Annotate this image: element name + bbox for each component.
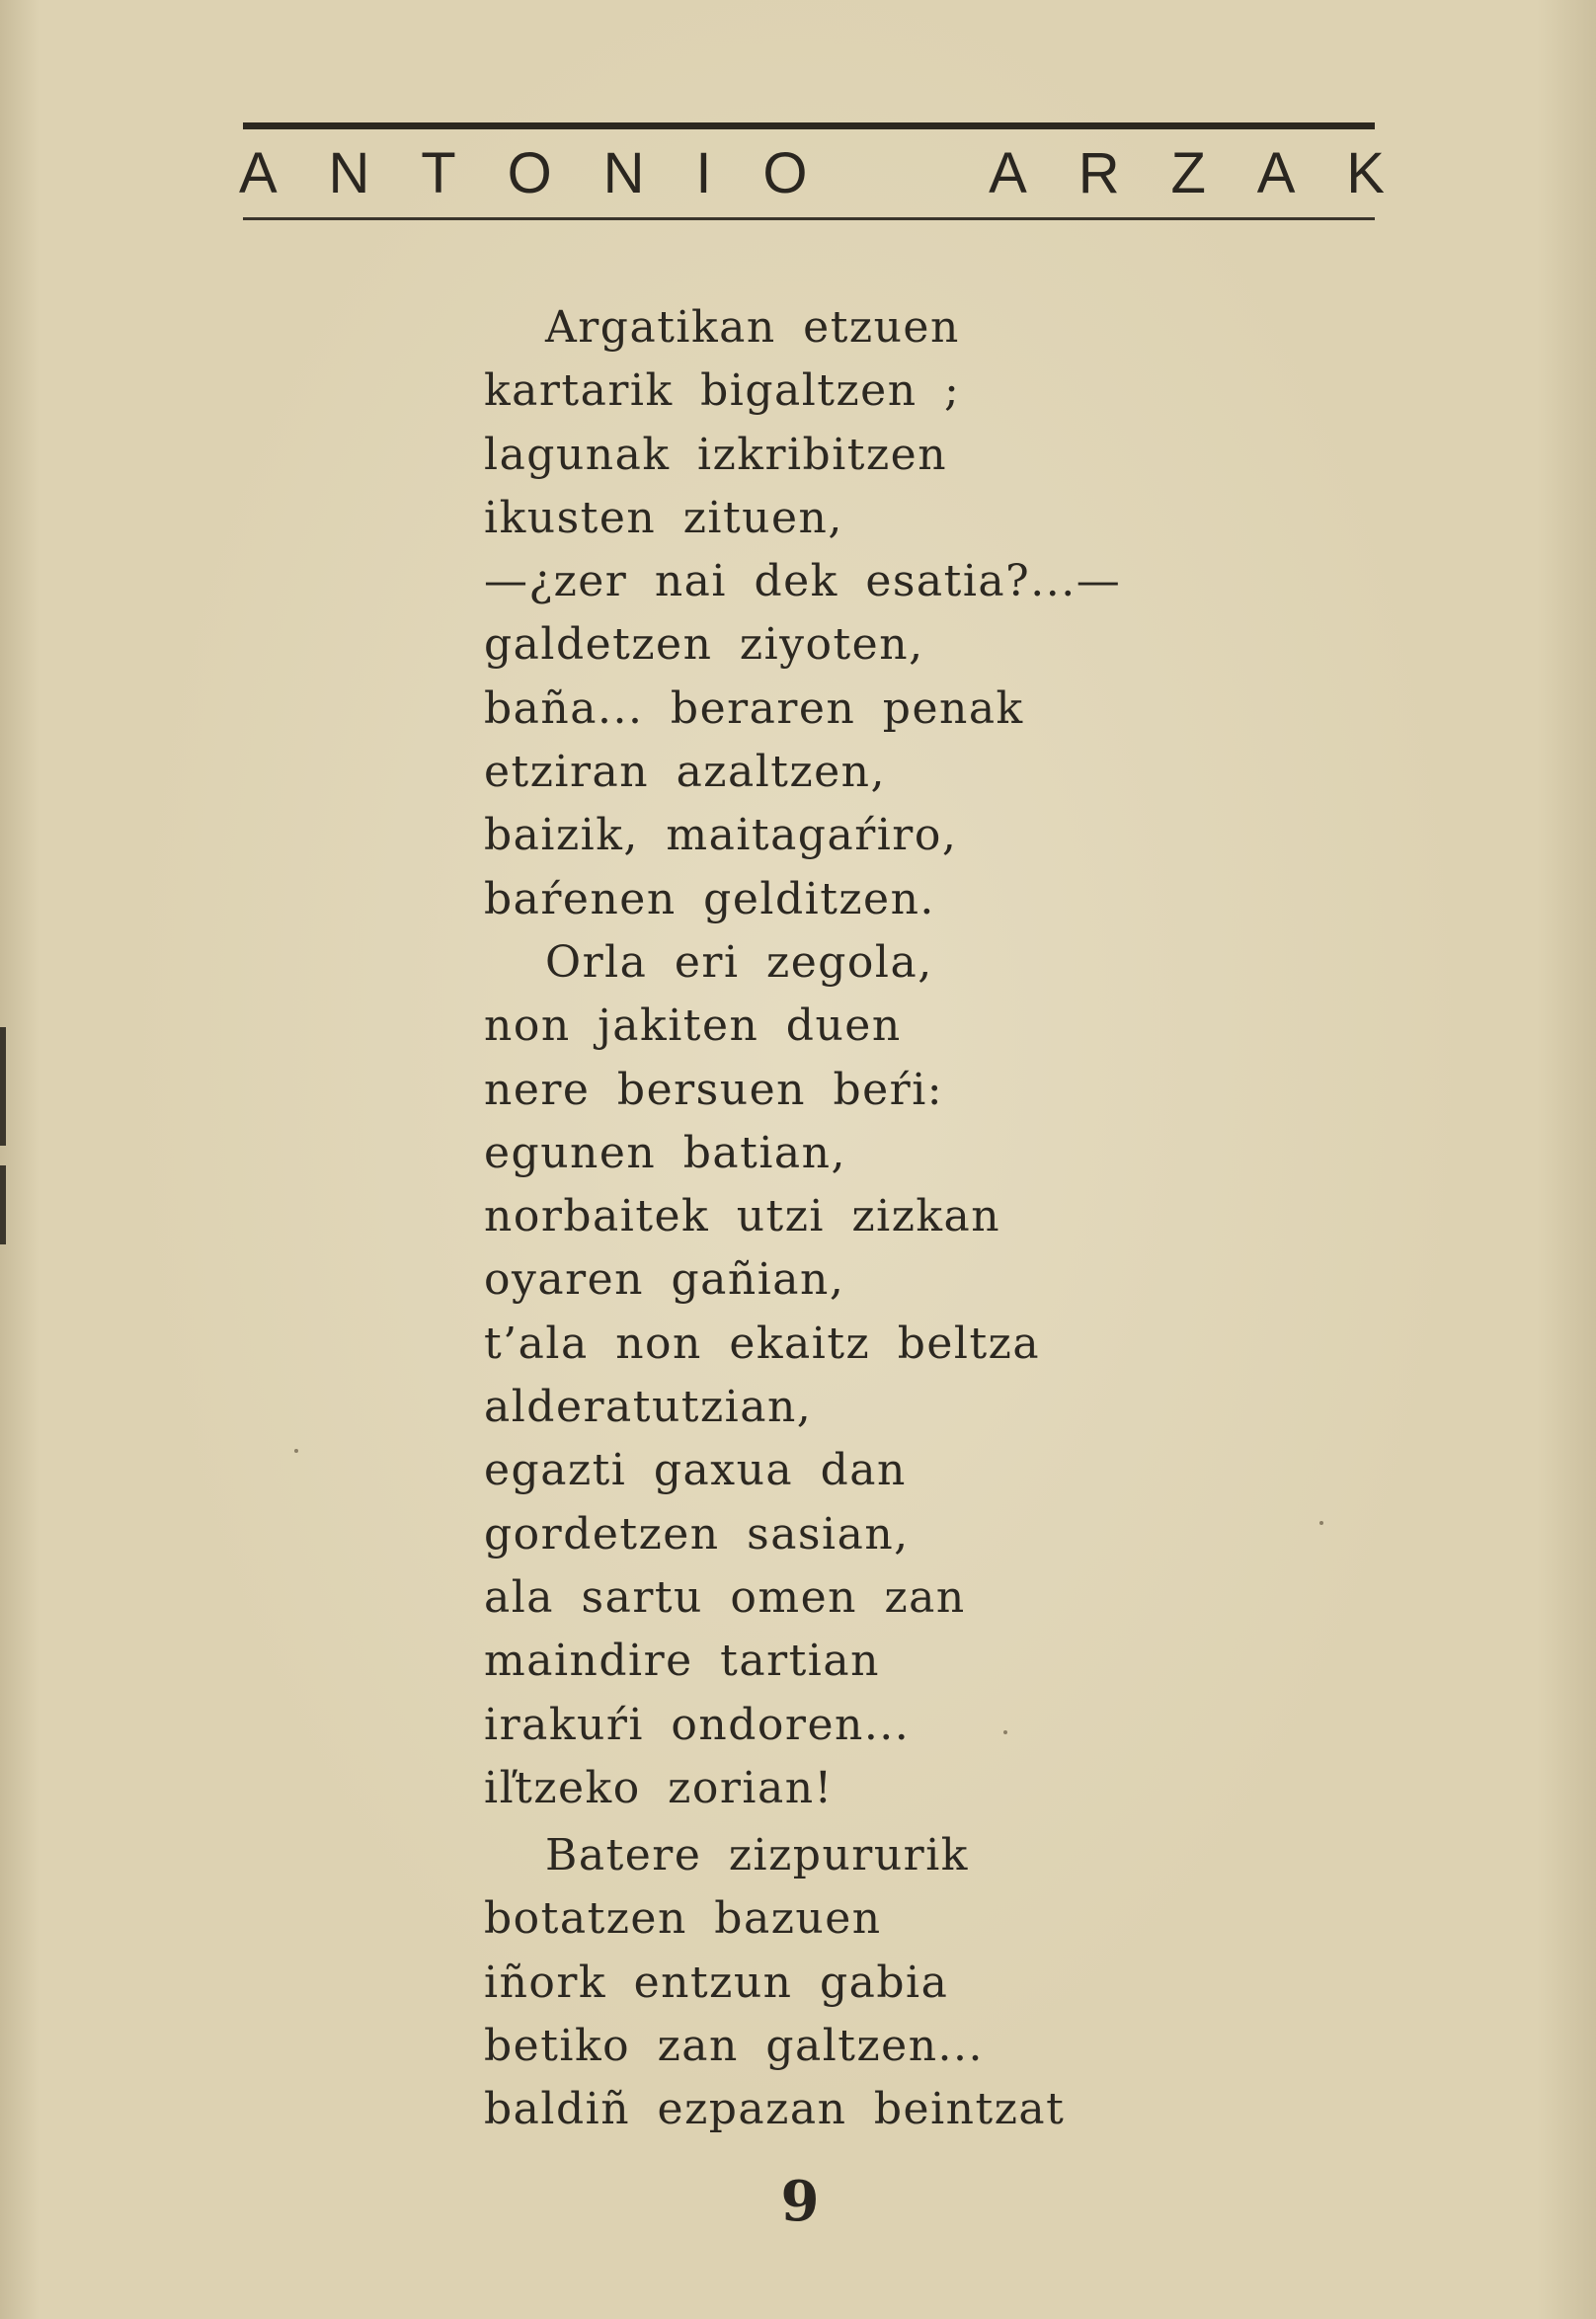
- poem-line: etziran azaltzen,: [484, 747, 887, 798]
- poem-line: egunen batian,: [484, 1127, 846, 1178]
- poem-line: baña... beraren penak: [484, 682, 1024, 734]
- poem-line: Argatikan etzuen: [545, 302, 960, 353]
- paper-speck: [1319, 1521, 1323, 1525]
- poem-line: Batere zizpururik: [545, 1830, 969, 1881]
- paper-speck: [1003, 1730, 1007, 1734]
- poem-line: baŕenen gelditzen.: [484, 873, 935, 924]
- header-rule-top: [243, 122, 1375, 129]
- header-letter: O: [507, 140, 552, 205]
- poem-line: t’ala non ekaitz beltza: [484, 1318, 1041, 1369]
- poem-line: kartarik bigaltzen ;: [484, 365, 961, 417]
- poem-line: baldiñ ezpazan beintzat: [484, 2084, 1066, 2135]
- header-letter: A: [1256, 140, 1296, 205]
- header-letter: O: [762, 140, 808, 205]
- poem-line: iľtzeko zorian!: [484, 1762, 834, 1813]
- poem-line: alderatutzian,: [484, 1382, 813, 1433]
- poem-text: [484, 296, 1175, 2142]
- poem-line: maindire tartian: [484, 1636, 880, 1687]
- header-letter: A: [989, 140, 1027, 205]
- header-rule-bottom: [243, 217, 1375, 220]
- poem-line: Orla eri zegola,: [545, 936, 933, 988]
- header-letter: T: [421, 140, 456, 205]
- header-letter: I: [695, 140, 712, 205]
- poem-line: oyaren gañian,: [484, 1254, 845, 1306]
- header-letter: K: [1346, 140, 1385, 205]
- poem-line: irakuŕi ondoren...: [484, 1699, 911, 1750]
- poem-line: ikusten zituen,: [484, 492, 843, 543]
- poem-line: lagunak izkribitzen: [484, 429, 948, 480]
- header-letter: A: [239, 140, 278, 205]
- header-letter: N: [602, 140, 645, 205]
- poem-line: non jakiten duen: [484, 1000, 902, 1052]
- paper-speck: [294, 1449, 298, 1453]
- poem-line: egazti gaxua dan: [484, 1445, 907, 1496]
- poem-line: baizik, maitagaŕiro,: [484, 810, 958, 861]
- poem-line: galdetzen ziyoten,: [484, 619, 924, 671]
- poem-line: nere bersuen beŕi:: [484, 1064, 944, 1115]
- header-letter: Z: [1170, 140, 1206, 205]
- poem-line: —¿zer nai dek esatia?...—: [484, 556, 1122, 607]
- binding-mark: [0, 1165, 6, 1244]
- poem-line: gordetzen sasian,: [484, 1508, 910, 1559]
- header-letter: N: [328, 140, 370, 205]
- poem-line: betiko zan galtzen...: [484, 2021, 985, 2072]
- page-number: 9: [780, 2169, 820, 2234]
- header-letter: R: [1077, 140, 1120, 205]
- running-header: [239, 138, 1385, 207]
- poem-line: botatzen bazuen: [484, 1893, 882, 1945]
- poem-line: ala sartu omen zan: [484, 1571, 966, 1623]
- poem-line: iñork entzun gabia: [484, 1957, 949, 2008]
- binding-mark: [0, 1027, 6, 1146]
- poem-line: norbaitek utzi zizkan: [484, 1191, 1001, 1242]
